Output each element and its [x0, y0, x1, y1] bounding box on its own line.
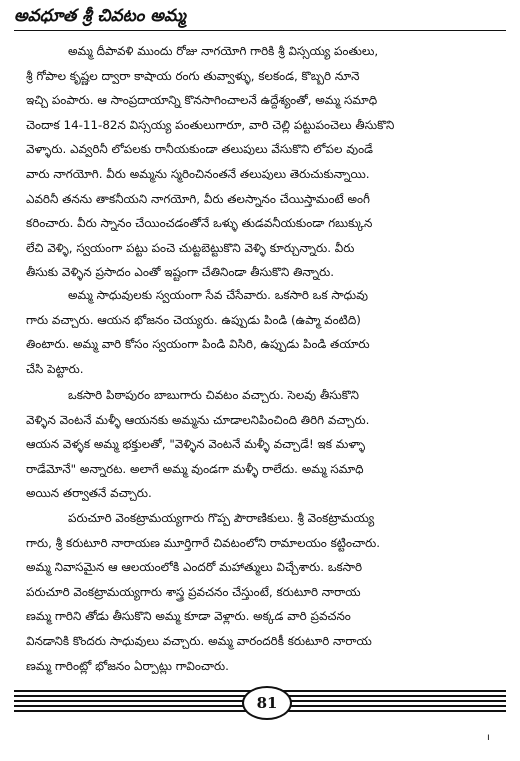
text-line: వెళ్ళారు. ఎవ్వరినీ లోపలకు రానీయకుండా తలుపులు వేసుకొని లోపల వుండే [26, 142, 373, 157]
text-line: అయిన తర్వాతనే వచ్చారు. [26, 486, 152, 501]
text-line: లేచి వెళ్ళి, స్వయంగా పట్టు పంచె చుట్టబెట్టుకొని వెళ్ళి కూర్చున్నారు. వీరు [26, 240, 355, 255]
paragraph-1 [26, 39, 500, 285]
text-line: పరుచూరి వెంకట్రామయ్యగారు గొప్ప పౌరాణికులు. శ్రీ వెంకట్రామయ్య [68, 511, 375, 525]
text-line: వినడానికి కొందరు సాధువులు వచ్చారు. అమ్మ వారందరికీ కరుటూరి నారాయ [26, 633, 372, 648]
text-line: ఎవరినీ తనను తాకనీయని నాగయోగి, వీరు తలస్నానం చేయిస్తామంటే అంగీ [26, 191, 370, 206]
text-line: అమ్మ నివాసమైన ఆ ఆలయంలోకి ఎందరో మహాత్ములు విచ్చేశారు. ఒకసారి [26, 560, 363, 575]
text-line: తింటారు. అమ్మ వారి కోసం స్వయంగా పిండి విసిరి, ఉప్పుడు పిండి తయారు [26, 337, 370, 352]
page-footer [14, 684, 506, 724]
text-line: అమ్మ సాధువులకు స్వయంగా సేవ చేసేవారు. ఒకసారి ఒక సాధువు [68, 288, 369, 302]
text-line: గారు, శ్రీ కరుటూరి నారాయణ మూర్తిగారే చివటంలోని రామాలయం కట్టించారు. [26, 535, 381, 550]
text-line: శ్రీ గోపాల కృష్ణల ద్వారా కాషాయ రంగు తువ్వాళ్ళు, కలకండ, కొబ్బరి నూనె [26, 68, 360, 83]
paragraph-4 [26, 506, 500, 678]
paragraph-3 [26, 383, 500, 506]
text-line: ణమ్మ గారిని తోడు తీసుకొని అమ్మ కూడా వెళ్లారు. అక్కడ వారి ప్రవచనం [26, 609, 351, 624]
text-line: కరించారు. వీరు స్నానం చేయించడంతోనే ఒళ్ళు తుడవనీయకుండా గబుక్కున [26, 216, 373, 231]
text-line: ఆయన వెళ్ళక అమ్మ భక్తులతో, "వెళ్ళిన వెంటనే మళ్ళీ వచ్చాడే! ఇక మళ్ళా [26, 437, 366, 452]
text-line: చెందాక 14-11-82న విస్సయ్య పంతులుగారూ, వారి చెల్లి పట్టుపంచెలు తీసుకొని [26, 117, 395, 132]
text-line: అమ్మ దీపావళి ముందు రోజు నాగయోగి గారికి శ్రీ విస్సయ్య పంతులు, [68, 44, 379, 58]
paragraph-2 [26, 283, 500, 381]
text-line: ఇచ్చి పంపారు. ఆ సాంప్రదాయాన్ని కొనసాగించాలనే ఉద్దేశ్యంతో, అమ్మ సమాధి [26, 93, 378, 108]
text-line: పరుచూరి వెంకట్రామయ్యగారు శాస్త్ర ప్రవచనం చేస్తుంటే, కరుటూరి నారాయ [26, 584, 361, 599]
text-line: వారు నాగయోగి. వీరు అమ్మను స్మరించినంతనే తలుపులు తెరుచుకున్నాయి. [26, 166, 370, 181]
text-line: ణమ్మ గారింట్లో భోజనం ఏర్పాట్లు గావించారు. [26, 658, 229, 673]
text-line: ఒకసారి పిఠాపురం బాబుగారు చివటం వచ్చారు. సెలవు తీసుకొని [68, 388, 359, 402]
page-number-badge [242, 686, 292, 720]
page-header [14, 4, 506, 30]
text-line: వెళ్ళిన వెంటనే మళ్ళీ ఆయనకు అమ్మను చూడాలనిపించింది తిరిగి వచ్చారు. [26, 412, 370, 427]
text-line: చేసి పెట్టారు. [26, 361, 84, 376]
stray-mark: ı [487, 732, 490, 743]
page-number: 81 [256, 694, 278, 712]
text-line: గారు వచ్చారు. ఆయన భోజనం చెయ్యరు. ఉప్పుడు పిండి (ఉప్మా వంటిది) [26, 312, 361, 327]
text-line: తీసుకు వెళ్ళిన ప్రసాదం ఎంతో ఇష్టంగా చేతినిండా తీసుకొని తిన్నారు. [26, 265, 335, 280]
text-line: రాడేమోనే" అన్నారట. అలాగే అమ్మ వుండగా మళ్ళీ రాలేదు. అమ్మ సమాధి [26, 461, 364, 476]
header-rule [14, 30, 506, 31]
running-header-title: అవధూత శ్రీ చివటం అమ్మ [14, 6, 186, 26]
